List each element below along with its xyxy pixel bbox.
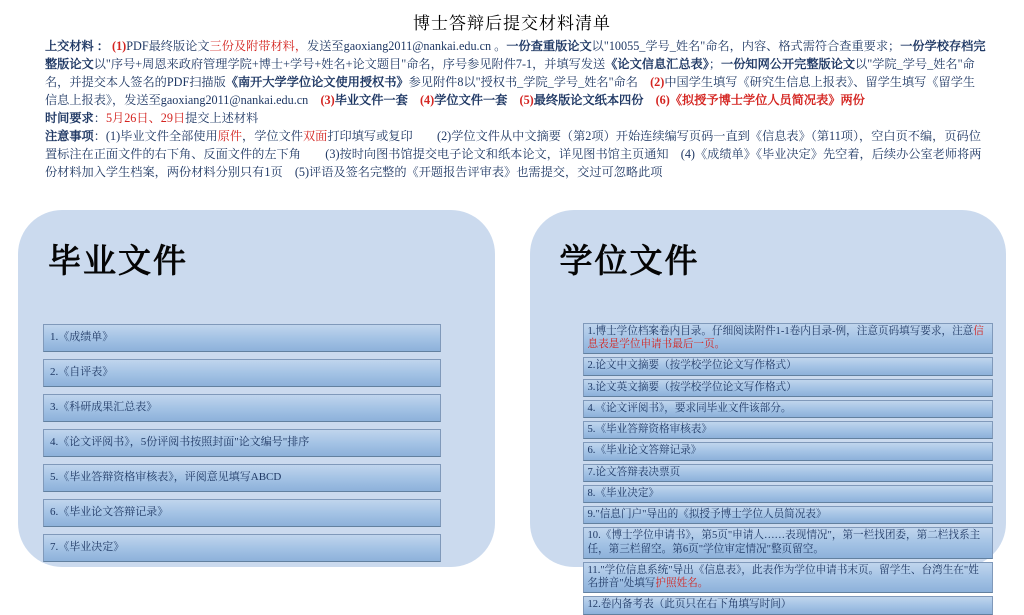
list-item xyxy=(583,485,994,503)
text-segment: 5月26日、29日 xyxy=(105,111,186,125)
text-segment: 5.《毕业答辩资格审核表》，评阅意见填写ABCD xyxy=(50,471,282,483)
text-segment: 2.《自评表》 xyxy=(50,366,114,378)
text-segment: ： xyxy=(93,39,113,53)
text-segment: 时间要求 xyxy=(45,111,94,125)
text-segment: 以"序号+周恩来政府管理学院+博士+学号+姓名+论文题目"命名，序号参见附件7-1，并填写发送 xyxy=(93,57,606,71)
list-item xyxy=(583,464,994,482)
text-segment: 6.《毕业论文答辩记录》 xyxy=(50,506,169,518)
text-segment: 参见附件8以"授权书_学院_学号_姓名"命名 xyxy=(408,75,651,89)
notes-paragraph xyxy=(45,127,986,181)
text-segment: 7.论文答辩表决票页 xyxy=(587,466,681,478)
list-item xyxy=(43,394,441,422)
text-segment: 7.《毕业决定》 xyxy=(50,541,125,553)
list-item xyxy=(583,323,994,354)
time-requirement-paragraph xyxy=(45,109,986,127)
text-segment: 以"10055_学号_姓名"命名，内容、格式需符合查重要求； xyxy=(591,39,901,53)
text-segment: 上交材料 xyxy=(45,39,94,53)
list-item xyxy=(583,562,994,593)
materials-paragraph xyxy=(45,37,986,109)
document-panels xyxy=(18,210,1006,611)
text-segment: 学位文件一套 xyxy=(434,93,520,107)
text-segment: 最终版论文纸本四份 xyxy=(533,93,656,107)
text-segment: 2.论文中文摘要（按学校学位论文写作格式） xyxy=(587,360,797,372)
text-segment: (6)《拟授予博士学位人员简况表》两份 xyxy=(655,93,865,107)
text-segment: 一份查重版论文 xyxy=(506,39,592,53)
text-segment: 注意事项 xyxy=(45,129,94,143)
text-segment: 6.《毕业论文答辩记录》 xyxy=(587,445,702,457)
text-segment: 3.《科研成果汇总表》 xyxy=(50,401,158,413)
list-item xyxy=(583,442,994,460)
text-segment: 打印填写或复印 (2)学位文件从中文摘要（第2项）开始连续编写页码一直到《信息表》（第11项），空白页不编，页码位置标注在正面文件的右下角、反面文件的左下角 (3)按时向图书馆提交电子论文和纸本论文，详见图书馆主页通知 (4)《成绩单》《毕业决定》先空着，后续办公室老师将两份材料加入学生档案，两份材料分别只有1页 (5)评语及签名完整的《开题报告评审表》也需提交，交过可忽略此项 xyxy=(45,129,982,179)
text-segment: 毕业文件一套 xyxy=(334,93,420,107)
text-segment: 三份及附带材料， xyxy=(209,39,308,53)
text-segment: 4.《论文评阅书》，要求同毕业文件该部分。 xyxy=(587,402,792,414)
list-item xyxy=(43,429,441,457)
graduation-panel-title: 毕业文件 xyxy=(48,242,188,279)
text-segment: 11."学位信息系统"导出《信息表》，此表作为学位申请书末页。留学生、台湾生在"姓名拼音"处填写 xyxy=(587,564,979,590)
text-segment: 3.论文英文摘要（按学校学位论文写作格式） xyxy=(587,381,797,393)
text-segment: 1.博士学位档案卷内目录。仔细阅读附件1-1卷内目录-例，注意页码填写要求，注意 xyxy=(587,326,974,337)
text-segment: 10.《博士学位申请书》，第5页"申请人……表现情况"，第一栏找团委，第二栏找系主任，第三栏留空。第6页"学位审定情况"整页留空。 xyxy=(587,530,981,555)
text-segment: 原件 xyxy=(217,129,243,143)
text-segment: 4.《论文评阅书》，5份评阅书按照封面"论文编号"排序 xyxy=(50,436,310,448)
text-segment: 9."信息门户"导出的《拟授予博士学位人员简况表》 xyxy=(587,509,827,521)
instructions-block xyxy=(45,37,986,181)
text-segment: 提交上述材料 xyxy=(185,111,259,125)
list-item xyxy=(43,499,441,527)
text-segment: 中国学生填写《研究生信息上报表》、留学生填写《留学生信息上报表》，发送至gaoxiang2011@nankai.edu.cn xyxy=(45,75,976,107)
text-segment: 双面 xyxy=(302,129,328,143)
list-item xyxy=(583,357,994,375)
list-item xyxy=(43,359,441,387)
text-segment: PDF最终版论文 xyxy=(126,39,210,53)
degree-panel-title: 学位文件 xyxy=(559,242,700,279)
list-item xyxy=(583,421,994,439)
text-segment: (2) xyxy=(650,75,665,89)
list-item xyxy=(43,534,441,562)
text-segment: ，学位文件 xyxy=(242,129,303,143)
text-segment: 8.《毕业决定》 xyxy=(587,487,660,499)
text-segment: 信息表是学位申请书最后一页。 xyxy=(587,326,984,351)
text-segment: 《论文信息汇总表》 xyxy=(605,57,709,71)
text-segment: 12.卷内备考表（此页只在右下角填写时间） xyxy=(587,599,792,611)
text-segment: 以"学院_学号_姓名"命名，并提交本人签名的PDF扫描版 xyxy=(45,57,975,89)
degree-document-list xyxy=(583,323,994,615)
text-segment: (5) xyxy=(519,93,534,107)
graduation-document-list xyxy=(43,324,441,562)
text-segment: 1.《成绩单》 xyxy=(50,331,114,343)
text-segment: ：(1)毕业文件全部使用 xyxy=(93,129,218,143)
text-segment: 5.《毕业答辩资格审核表》 xyxy=(587,424,712,436)
degree-documents-panel xyxy=(530,210,1007,611)
text-segment: ： xyxy=(93,111,106,125)
text-segment: 一份学校存档完整版论文 xyxy=(45,39,986,71)
list-item xyxy=(583,596,994,614)
list-item xyxy=(583,379,994,397)
list-item xyxy=(583,400,994,418)
text-segment: 《南开大学学位论文使用授权书》 xyxy=(225,75,409,89)
list-item xyxy=(583,506,994,524)
text-segment: 一份知网公开完整版论文 xyxy=(721,57,856,71)
text-segment: (4) xyxy=(420,93,435,107)
page-title: 博士答辩后提交材料清单 xyxy=(413,14,611,33)
text-segment: (3) xyxy=(320,93,335,107)
graduation-documents-panel xyxy=(18,210,495,567)
list-item xyxy=(583,527,994,558)
text-segment: 护照姓名。 xyxy=(655,578,709,590)
text-segment: ； xyxy=(708,57,722,71)
text-segment: 发送至gaoxiang2011@nankai.edu.cn 。 xyxy=(307,39,507,53)
list-item xyxy=(43,324,441,352)
text-segment: (1) xyxy=(112,39,127,53)
list-item xyxy=(43,464,441,492)
